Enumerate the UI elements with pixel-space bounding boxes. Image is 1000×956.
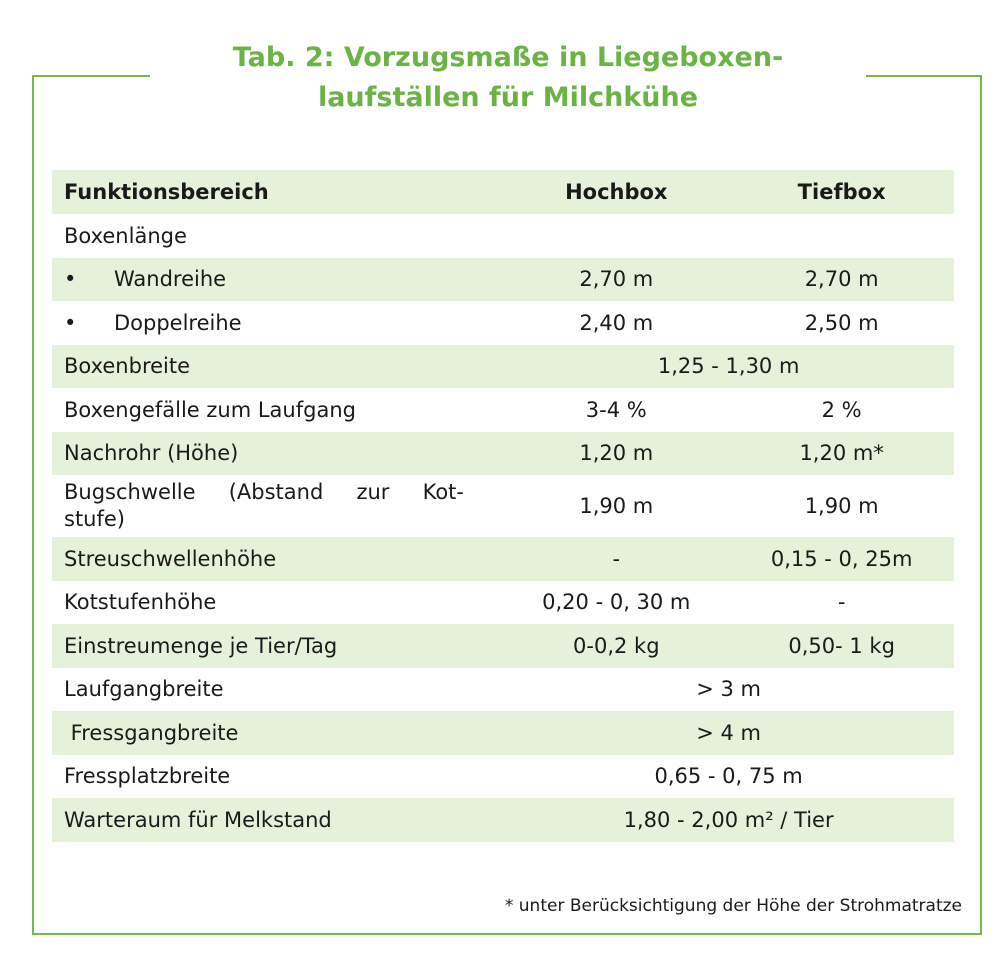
table-row: [52, 755, 954, 799]
dimensions-table: [52, 170, 954, 842]
table-row: [52, 388, 954, 432]
table-row: [52, 258, 954, 302]
cell-hochbox: 0-0,2 kg: [573, 633, 660, 658]
table-row: [52, 475, 954, 537]
cell-tiefbox: 2,70 m: [804, 267, 879, 292]
row-label: Boxengefälle zum Laufgang: [64, 397, 356, 422]
cell-combined: 1,80 - 2,00 m² / Tier: [623, 807, 834, 832]
cell-tiefbox: -: [837, 590, 846, 615]
row-label: Fressplatzbreite: [64, 764, 231, 789]
row-label: Warteraum für Melkstand: [64, 807, 332, 832]
cell-tiefbox: 2,50 m: [804, 310, 879, 335]
table-row: [52, 432, 954, 476]
cell-hochbox: 3-4 %: [585, 397, 647, 422]
row-label: Bugschwelle (Abstand zur Kot- stufe): [64, 480, 464, 531]
cell-hochbox: 0,20 - 0, 30 m: [542, 590, 691, 615]
cell-tiefbox: 2 %: [821, 397, 862, 422]
table-row: [52, 581, 954, 625]
table-row: [52, 624, 954, 668]
row-label: Kotstufenhöhe: [64, 590, 217, 615]
cell-tiefbox: 0,15 - 0, 25m: [770, 546, 913, 571]
cell-combined: > 4 m: [696, 720, 762, 745]
cell-tiefbox: 0,50- 1 kg: [788, 633, 895, 658]
row-label: Einstreumenge je Tier/Tag: [64, 633, 338, 658]
row-label: Boxenlänge: [64, 223, 187, 248]
bullet-icon: •: [64, 267, 77, 292]
table-row: [52, 301, 954, 345]
row-label: • Doppelreihe: [64, 310, 242, 335]
row-label: Nachrohr (Höhe): [64, 441, 239, 466]
table-row: [52, 537, 954, 581]
cell-hochbox: 1,20 m: [579, 441, 654, 466]
row-label: • Wandreihe: [64, 267, 227, 292]
cell-hochbox: 2,40 m: [579, 310, 654, 335]
table-row: [52, 668, 954, 712]
cell-tiefbox: 1,20 m*: [799, 441, 884, 466]
table-row: [52, 214, 954, 258]
table-row: [52, 345, 954, 389]
table-title: [150, 38, 866, 118]
cell-hochbox: 2,70 m: [579, 267, 654, 292]
bullet-icon: •: [64, 310, 77, 335]
header-funktionsbereich: Funktionsbereich: [64, 180, 269, 204]
row-label: Streuschwellenhöhe: [64, 546, 277, 571]
table-row: [52, 711, 954, 755]
cell-combined: > 3 m: [696, 677, 762, 702]
cell-combined: 0,65 - 0, 75 m: [654, 764, 803, 789]
cell-tiefbox: 1,90 m: [804, 494, 879, 518]
cell-combined: 1,25 - 1,30 m: [657, 354, 800, 379]
footnote: * unter Berücksichtigung der Höhe der Strohmatratze: [504, 896, 962, 916]
row-label: Boxenbreite: [64, 354, 191, 379]
row-label: Laufgangbreite: [64, 677, 224, 702]
table-header-row: [52, 170, 954, 214]
cell-hochbox: 1,90 m: [579, 494, 654, 518]
title-line-2: laufställen für Milchkühe: [317, 82, 699, 113]
row-label: Fressgangbreite: [64, 720, 239, 745]
table-row: [52, 798, 954, 842]
cell-hochbox: -: [612, 546, 621, 571]
title-line-1: Tab. 2: Vorzugsmaße in Liegeboxen-: [232, 42, 784, 73]
header-tiefbox: Tiefbox: [797, 180, 886, 204]
header-hochbox: Hochbox: [565, 180, 668, 204]
